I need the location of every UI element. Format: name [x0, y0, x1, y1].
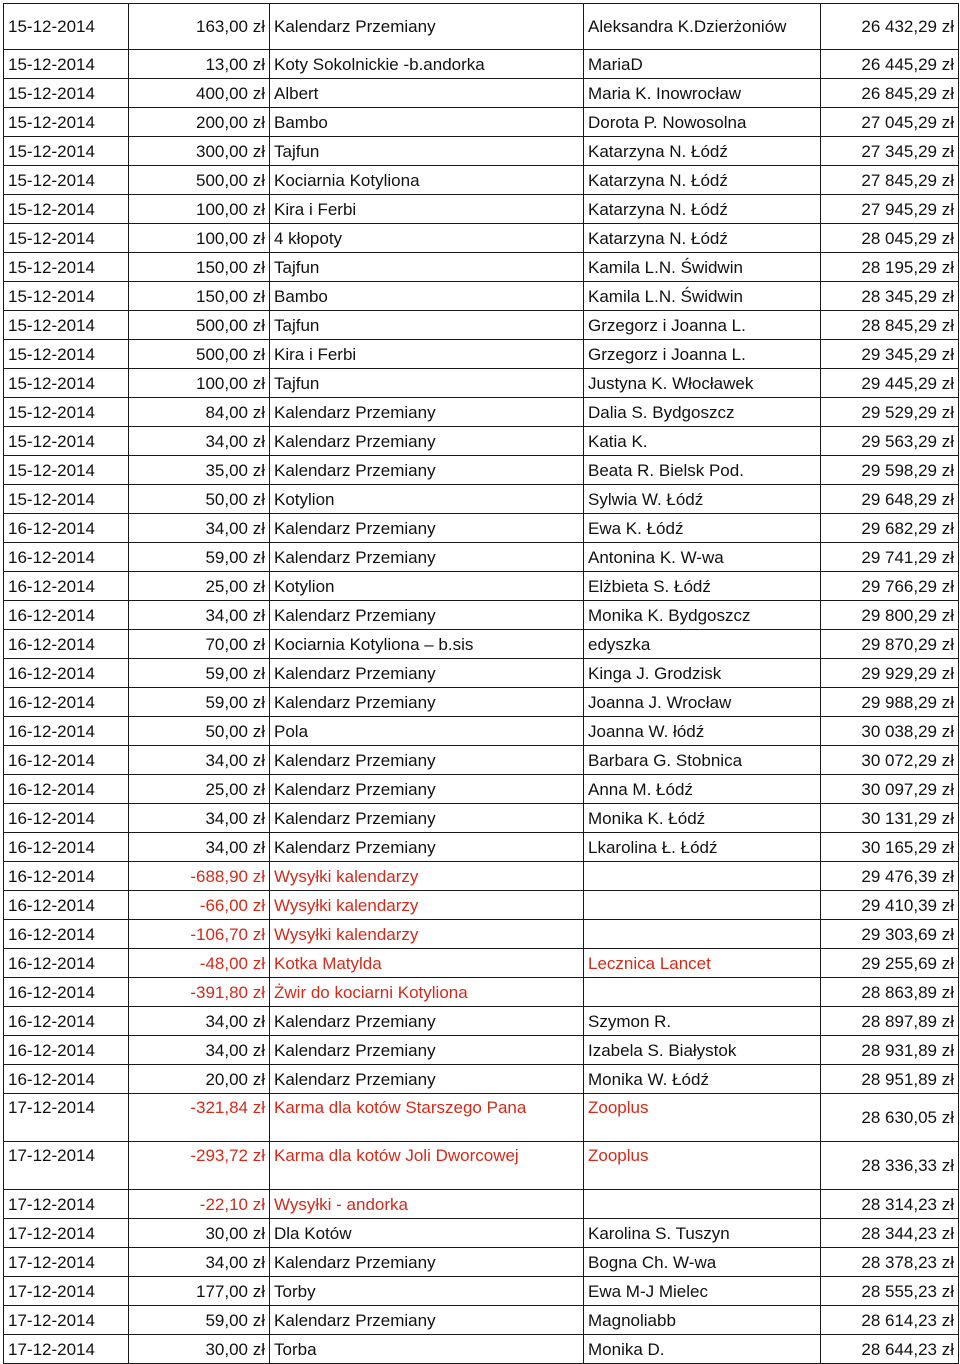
description-cell: Kalendarz Przemiany — [270, 804, 584, 833]
balance-cell: 29 598,29 zł — [821, 456, 959, 485]
description-cell: Tajfun — [270, 369, 584, 398]
amount-cell: 100,00 zł — [129, 369, 270, 398]
description-cell: Kotka Matylda — [270, 949, 584, 978]
date-cell: 17-12-2014 — [4, 1248, 129, 1277]
balance-cell: 28 614,23 zł — [821, 1306, 959, 1335]
description-cell: Kotylion — [270, 572, 584, 601]
donor-cell: Katarzyna N. Łódź — [584, 224, 821, 253]
description-cell: Kociarnia Kotyliona — [270, 166, 584, 195]
description-cell: 4 kłopoty — [270, 224, 584, 253]
description-cell: Dla Kotów — [270, 1219, 584, 1248]
donor-cell: Kamila L.N. Świdwin — [584, 282, 821, 311]
table-row — [4, 514, 959, 543]
date-cell: 16-12-2014 — [4, 659, 129, 688]
amount-cell: 59,00 zł — [129, 543, 270, 572]
balance-cell: 29 741,29 zł — [821, 543, 959, 572]
amount-cell: -688,90 zł — [129, 862, 270, 891]
description-cell: Albert — [270, 79, 584, 108]
table-row — [4, 543, 959, 572]
donor-cell: Aleksandra K.Dzierżoniów — [584, 4, 821, 50]
balance-cell: 28 951,89 zł — [821, 1065, 959, 1094]
table-row — [4, 891, 959, 920]
description-cell: Kalendarz Przemiany — [270, 833, 584, 862]
date-cell: 16-12-2014 — [4, 688, 129, 717]
donor-cell: Grzegorz i Joanna L. — [584, 340, 821, 369]
date-cell: 16-12-2014 — [4, 775, 129, 804]
ledger-body — [4, 4, 959, 1364]
date-cell: 15-12-2014 — [4, 485, 129, 514]
amount-cell: 34,00 zł — [129, 1036, 270, 1065]
table-row — [4, 253, 959, 282]
date-cell: 15-12-2014 — [4, 137, 129, 166]
date-cell: 15-12-2014 — [4, 50, 129, 79]
description-cell: Kalendarz Przemiany — [270, 1248, 584, 1277]
donor-cell: Monika K. Bydgoszcz — [584, 601, 821, 630]
amount-cell: 34,00 zł — [129, 746, 270, 775]
description-cell: Wysyłki - andorka — [270, 1190, 584, 1219]
date-cell: 15-12-2014 — [4, 340, 129, 369]
table-row — [4, 659, 959, 688]
amount-cell: -48,00 zł — [129, 949, 270, 978]
balance-cell: 29 682,29 zł — [821, 514, 959, 543]
amount-cell: -391,80 zł — [129, 978, 270, 1007]
amount-cell: 177,00 zł — [129, 1277, 270, 1306]
description-cell: Żwir do kociarni Kotyliona — [270, 978, 584, 1007]
table-row — [4, 804, 959, 833]
balance-cell: 28 644,23 zł — [821, 1335, 959, 1364]
table-row — [4, 1335, 959, 1364]
amount-cell: 34,00 zł — [129, 804, 270, 833]
amount-cell: 100,00 zł — [129, 195, 270, 224]
description-cell: Tajfun — [270, 137, 584, 166]
description-cell: Wysyłki kalendarzy — [270, 891, 584, 920]
amount-cell: 20,00 zł — [129, 1065, 270, 1094]
balance-cell: 30 131,29 zł — [821, 804, 959, 833]
table-row — [4, 862, 959, 891]
donor-cell: Elżbieta S. Łódź — [584, 572, 821, 601]
balance-cell: 29 800,29 zł — [821, 601, 959, 630]
date-cell: 16-12-2014 — [4, 949, 129, 978]
description-cell: Torby — [270, 1277, 584, 1306]
table-row — [4, 137, 959, 166]
balance-cell: 28 931,89 zł — [821, 1036, 959, 1065]
donor-cell: Maria K. Inowrocław — [584, 79, 821, 108]
date-cell: 15-12-2014 — [4, 369, 129, 398]
donor-cell — [584, 862, 821, 891]
balance-cell: 29 648,29 zł — [821, 485, 959, 514]
description-cell: Kalendarz Przemiany — [270, 4, 584, 50]
amount-cell: 34,00 zł — [129, 514, 270, 543]
balance-cell: 28 195,29 zł — [821, 253, 959, 282]
table-row — [4, 1142, 959, 1190]
donor-cell: Anna M. Łódź — [584, 775, 821, 804]
donor-cell: Barbara G. Stobnica — [584, 746, 821, 775]
date-cell: 16-12-2014 — [4, 630, 129, 659]
amount-cell: -22,10 zł — [129, 1190, 270, 1219]
table-row — [4, 1248, 959, 1277]
description-cell: Koty Sokolnickie -b.andorka — [270, 50, 584, 79]
amount-cell: -321,84 zł — [129, 1094, 270, 1142]
amount-cell: -293,72 zł — [129, 1142, 270, 1190]
date-cell: 15-12-2014 — [4, 253, 129, 282]
description-cell: Kalendarz Przemiany — [270, 543, 584, 572]
donor-cell: Lecznica Lancet — [584, 949, 821, 978]
date-cell: 16-12-2014 — [4, 1065, 129, 1094]
table-row — [4, 833, 959, 862]
date-cell: 15-12-2014 — [4, 456, 129, 485]
date-cell: 16-12-2014 — [4, 833, 129, 862]
date-cell: 17-12-2014 — [4, 1306, 129, 1335]
table-row — [4, 1190, 959, 1219]
amount-cell: 30,00 zł — [129, 1335, 270, 1364]
balance-cell: 27 045,29 zł — [821, 108, 959, 137]
date-cell: 15-12-2014 — [4, 166, 129, 195]
description-cell: Bambo — [270, 108, 584, 137]
amount-cell: 34,00 zł — [129, 601, 270, 630]
amount-cell: 25,00 zł — [129, 775, 270, 804]
date-cell: 17-12-2014 — [4, 1335, 129, 1364]
amount-cell: 34,00 zł — [129, 1007, 270, 1036]
date-cell: 15-12-2014 — [4, 195, 129, 224]
donor-cell: Izabela S. Białystok — [584, 1036, 821, 1065]
donor-cell: Antonina K. W-wa — [584, 543, 821, 572]
table-row — [4, 1094, 959, 1142]
date-cell: 15-12-2014 — [4, 79, 129, 108]
table-row — [4, 485, 959, 514]
amount-cell: 500,00 zł — [129, 166, 270, 195]
donor-cell — [584, 920, 821, 949]
table-row — [4, 630, 959, 659]
table-row — [4, 1306, 959, 1335]
table-row — [4, 775, 959, 804]
table-row — [4, 108, 959, 137]
description-cell: Tajfun — [270, 311, 584, 340]
balance-cell: 27 945,29 zł — [821, 195, 959, 224]
donor-cell: Dorota P. Nowosolna — [584, 108, 821, 137]
table-row — [4, 920, 959, 949]
balance-cell: 29 345,29 zł — [821, 340, 959, 369]
table-row — [4, 1219, 959, 1248]
donor-cell: Lkarolina Ł. Łódź — [584, 833, 821, 862]
amount-cell: 163,00 zł — [129, 4, 270, 50]
table-row — [4, 688, 959, 717]
date-cell: 15-12-2014 — [4, 427, 129, 456]
amount-cell: 34,00 zł — [129, 833, 270, 862]
date-cell: 15-12-2014 — [4, 224, 129, 253]
donor-cell: Beata R. Bielsk Pod. — [584, 456, 821, 485]
donor-cell: Monika K. Łódź — [584, 804, 821, 833]
date-cell: 16-12-2014 — [4, 514, 129, 543]
donor-cell: Katarzyna N. Łódź — [584, 137, 821, 166]
balance-cell: 26 432,29 zł — [821, 4, 959, 50]
date-cell: 15-12-2014 — [4, 4, 129, 50]
donor-cell: Szymon R. — [584, 1007, 821, 1036]
date-cell: 16-12-2014 — [4, 978, 129, 1007]
table-row — [4, 166, 959, 195]
donor-cell — [584, 978, 821, 1007]
balance-cell: 28 345,29 zł — [821, 282, 959, 311]
description-cell: Kalendarz Przemiany — [270, 1065, 584, 1094]
amount-cell: 50,00 zł — [129, 485, 270, 514]
amount-cell: 70,00 zł — [129, 630, 270, 659]
description-cell: Kalendarz Przemiany — [270, 688, 584, 717]
balance-cell: 27 845,29 zł — [821, 166, 959, 195]
balance-cell: 30 165,29 zł — [821, 833, 959, 862]
date-cell: 16-12-2014 — [4, 1007, 129, 1036]
date-cell: 15-12-2014 — [4, 108, 129, 137]
description-cell: Kociarnia Kotyliona – b.sis — [270, 630, 584, 659]
donor-cell: Dalia S. Bydgoszcz — [584, 398, 821, 427]
amount-cell: 500,00 zł — [129, 311, 270, 340]
balance-cell: 28 630,05 zł — [821, 1094, 959, 1142]
amount-cell: 200,00 zł — [129, 108, 270, 137]
donor-cell — [584, 891, 821, 920]
table-row — [4, 4, 959, 50]
table-row — [4, 340, 959, 369]
donor-cell — [584, 1190, 821, 1219]
date-cell: 17-12-2014 — [4, 1277, 129, 1306]
balance-cell: 26 445,29 zł — [821, 50, 959, 79]
donor-cell: Justyna K. Włocławek — [584, 369, 821, 398]
table-row — [4, 1036, 959, 1065]
date-cell: 17-12-2014 — [4, 1219, 129, 1248]
amount-cell: -66,00 zł — [129, 891, 270, 920]
description-cell: Kalendarz Przemiany — [270, 514, 584, 543]
donor-cell: Katarzyna N. Łódź — [584, 166, 821, 195]
amount-cell: 34,00 zł — [129, 1248, 270, 1277]
donor-cell: Katarzyna N. Łódź — [584, 195, 821, 224]
balance-cell: 28 336,33 zł — [821, 1142, 959, 1190]
description-cell: Kalendarz Przemiany — [270, 601, 584, 630]
table-row — [4, 427, 959, 456]
description-cell: Karma dla kotów Starszego Pana — [270, 1094, 584, 1142]
amount-cell: 84,00 zł — [129, 398, 270, 427]
donor-cell: Zooplus — [584, 1142, 821, 1190]
balance-cell: 30 072,29 zł — [821, 746, 959, 775]
date-cell: 17-12-2014 — [4, 1190, 129, 1219]
balance-cell: 29 563,29 zł — [821, 427, 959, 456]
balance-cell: 29 529,29 zł — [821, 398, 959, 427]
balance-cell: 29 929,29 zł — [821, 659, 959, 688]
description-cell: Kira i Ferbi — [270, 195, 584, 224]
date-cell: 16-12-2014 — [4, 862, 129, 891]
description-cell: Bambo — [270, 282, 584, 311]
table-row — [4, 1007, 959, 1036]
balance-cell: 28 555,23 zł — [821, 1277, 959, 1306]
amount-cell: 100,00 zł — [129, 224, 270, 253]
balance-cell: 28 897,89 zł — [821, 1007, 959, 1036]
table-row — [4, 282, 959, 311]
balance-cell: 28 045,29 zł — [821, 224, 959, 253]
table-row — [4, 717, 959, 746]
description-cell: Tajfun — [270, 253, 584, 282]
table-row — [4, 224, 959, 253]
balance-cell: 28 845,29 zł — [821, 311, 959, 340]
description-cell: Kalendarz Przemiany — [270, 456, 584, 485]
amount-cell: 59,00 zł — [129, 1306, 270, 1335]
table-row — [4, 456, 959, 485]
description-cell: Pola — [270, 717, 584, 746]
date-cell: 15-12-2014 — [4, 311, 129, 340]
table-row — [4, 79, 959, 108]
date-cell: 16-12-2014 — [4, 572, 129, 601]
date-cell: 16-12-2014 — [4, 746, 129, 775]
date-cell: 16-12-2014 — [4, 1036, 129, 1065]
date-cell: 16-12-2014 — [4, 601, 129, 630]
balance-cell: 29 410,39 zł — [821, 891, 959, 920]
balance-cell: 26 845,29 zł — [821, 79, 959, 108]
amount-cell: 30,00 zł — [129, 1219, 270, 1248]
amount-cell: 25,00 zł — [129, 572, 270, 601]
amount-cell: 400,00 zł — [129, 79, 270, 108]
amount-cell: 300,00 zł — [129, 137, 270, 166]
amount-cell: 59,00 zł — [129, 688, 270, 717]
date-cell: 16-12-2014 — [4, 717, 129, 746]
donor-cell: Joanna W. łódź — [584, 717, 821, 746]
amount-cell: -106,70 zł — [129, 920, 270, 949]
donor-cell: Katia K. — [584, 427, 821, 456]
date-cell: 15-12-2014 — [4, 282, 129, 311]
date-cell: 16-12-2014 — [4, 920, 129, 949]
donor-cell: Bogna Ch. W-wa — [584, 1248, 821, 1277]
donor-cell: Grzegorz i Joanna L. — [584, 311, 821, 340]
balance-cell: 28 863,89 zł — [821, 978, 959, 1007]
amount-cell: 500,00 zł — [129, 340, 270, 369]
balance-cell: 28 378,23 zł — [821, 1248, 959, 1277]
donor-cell: Kamila L.N. Świdwin — [584, 253, 821, 282]
donor-cell: Magnoliabb — [584, 1306, 821, 1335]
balance-cell: 29 445,29 zł — [821, 369, 959, 398]
balance-cell: 29 255,69 zł — [821, 949, 959, 978]
donations-ledger-table — [3, 3, 959, 1364]
description-cell: Kotylion — [270, 485, 584, 514]
description-cell: Kalendarz Przemiany — [270, 775, 584, 804]
description-cell: Kalendarz Przemiany — [270, 659, 584, 688]
date-cell: 17-12-2014 — [4, 1094, 129, 1142]
balance-cell: 30 038,29 zł — [821, 717, 959, 746]
balance-cell: 29 303,69 zł — [821, 920, 959, 949]
balance-cell: 29 766,29 zł — [821, 572, 959, 601]
table-row — [4, 1277, 959, 1306]
table-row — [4, 746, 959, 775]
amount-cell: 13,00 zł — [129, 50, 270, 79]
table-row — [4, 398, 959, 427]
description-cell: Karma dla kotów Joli Dworcowej — [270, 1142, 584, 1190]
donor-cell: Karolina S. Tuszyn — [584, 1219, 821, 1248]
description-cell: Wysyłki kalendarzy — [270, 920, 584, 949]
table-row — [4, 978, 959, 1007]
table-row — [4, 50, 959, 79]
table-row — [4, 601, 959, 630]
balance-cell: 29 870,29 zł — [821, 630, 959, 659]
date-cell: 16-12-2014 — [4, 804, 129, 833]
table-row — [4, 311, 959, 340]
donor-cell: edyszka — [584, 630, 821, 659]
donor-cell: Ewa M-J Mielec — [584, 1277, 821, 1306]
donor-cell: Ewa K. Łódź — [584, 514, 821, 543]
description-cell: Kalendarz Przemiany — [270, 427, 584, 456]
amount-cell: 59,00 zł — [129, 659, 270, 688]
balance-cell: 29 476,39 zł — [821, 862, 959, 891]
description-cell: Kalendarz Przemiany — [270, 1007, 584, 1036]
date-cell: 16-12-2014 — [4, 891, 129, 920]
donor-cell: Zooplus — [584, 1094, 821, 1142]
date-cell: 16-12-2014 — [4, 543, 129, 572]
amount-cell: 50,00 zł — [129, 717, 270, 746]
description-cell: Kalendarz Przemiany — [270, 1036, 584, 1065]
date-cell: 15-12-2014 — [4, 398, 129, 427]
balance-cell: 27 345,29 zł — [821, 137, 959, 166]
balance-cell: 29 988,29 zł — [821, 688, 959, 717]
description-cell: Kalendarz Przemiany — [270, 746, 584, 775]
table-row — [4, 195, 959, 224]
description-cell: Torba — [270, 1335, 584, 1364]
donor-cell: Joanna J. Wrocław — [584, 688, 821, 717]
table-row — [4, 572, 959, 601]
amount-cell: 35,00 zł — [129, 456, 270, 485]
donor-cell: MariaD — [584, 50, 821, 79]
donor-cell: Monika W. Łódź — [584, 1065, 821, 1094]
date-cell: 17-12-2014 — [4, 1142, 129, 1190]
description-cell: Kira i Ferbi — [270, 340, 584, 369]
table-row — [4, 949, 959, 978]
description-cell: Kalendarz Przemiany — [270, 1306, 584, 1335]
description-cell: Wysyłki kalendarzy — [270, 862, 584, 891]
description-cell: Kalendarz Przemiany — [270, 398, 584, 427]
amount-cell: 150,00 zł — [129, 282, 270, 311]
balance-cell: 30 097,29 zł — [821, 775, 959, 804]
table-row — [4, 369, 959, 398]
amount-cell: 150,00 zł — [129, 253, 270, 282]
balance-cell: 28 344,23 zł — [821, 1219, 959, 1248]
donor-cell: Monika D. — [584, 1335, 821, 1364]
donor-cell: Sylwia W. Łódź — [584, 485, 821, 514]
amount-cell: 34,00 zł — [129, 427, 270, 456]
table-row — [4, 1065, 959, 1094]
donor-cell: Kinga J. Grodzisk — [584, 659, 821, 688]
balance-cell: 28 314,23 zł — [821, 1190, 959, 1219]
